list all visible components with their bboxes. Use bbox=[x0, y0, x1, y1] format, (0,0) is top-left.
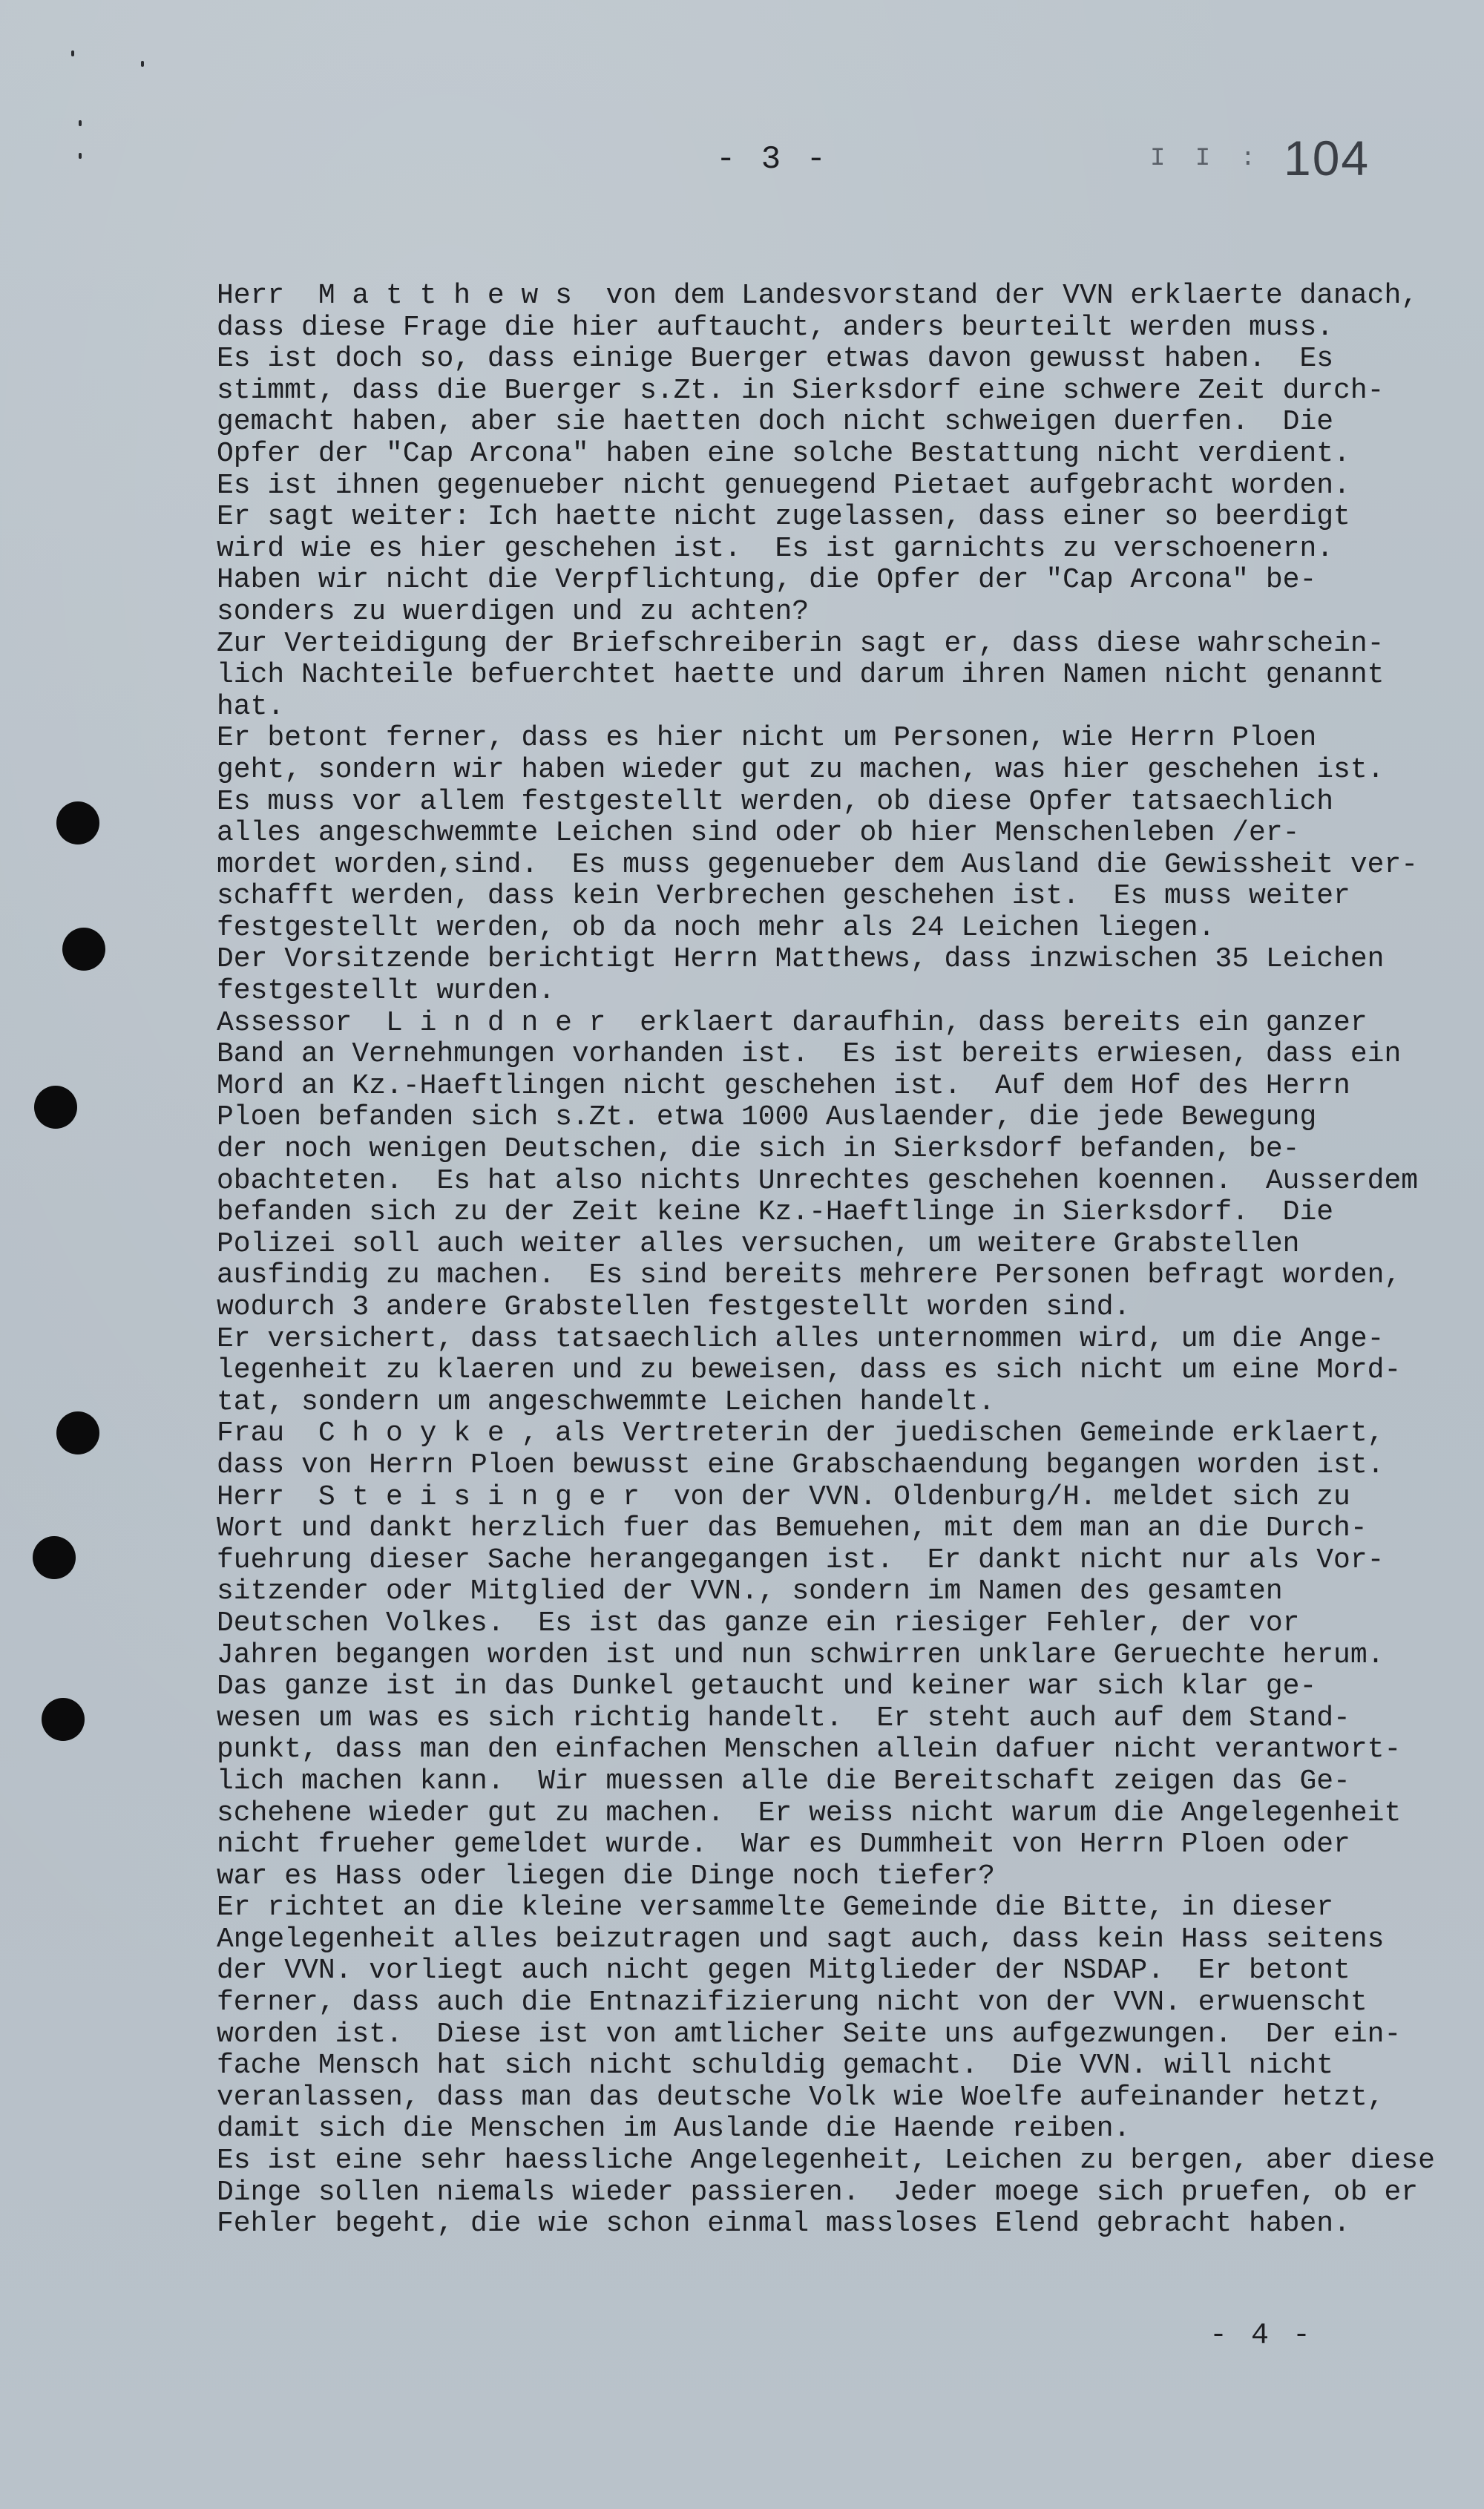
punch-hole bbox=[42, 1698, 85, 1741]
text-line: sonders zu wuerdigen und zu achten? bbox=[217, 595, 810, 628]
text-line: Assessor L i n d n e r erklaert daraufhin, dass bereits ein ganzer bbox=[217, 1006, 1368, 1039]
punch-hole bbox=[56, 1411, 99, 1454]
punch-hole bbox=[62, 928, 105, 971]
punch-hole bbox=[56, 801, 99, 844]
text-line: Frau C h o y k e , als Vertreterin der juedischen Gemeinde erklaert, bbox=[217, 1417, 1385, 1450]
text-line: Es ist doch so, dass einige Buerger etwas davon gewusst haben. Es bbox=[217, 343, 1334, 375]
text-line: veranlassen, dass man das deutsche Volk wie Woelfe aufeinander hetzt, bbox=[217, 2081, 1385, 2113]
next-page-marker: - 4 - bbox=[1209, 2319, 1314, 2352]
text-line: Der Vorsitzende berichtigt Herrn Matthews, dass inzwischen 35 Leichen bbox=[217, 943, 1385, 976]
text-line: Angelegenheit alles beizutragen und sagt auch, dass kein Hass seitens bbox=[217, 1923, 1385, 1955]
text-line: lich Nachteile befuerchtet haette und darum ihren Namen nicht genannt bbox=[217, 659, 1385, 692]
text-line: schafft werden, dass kein Verbrechen geschehen ist. Es muss weiter bbox=[217, 880, 1350, 913]
text-line: worden ist. Diese ist von amtlicher Seite uns aufgezwungen. Der ein- bbox=[217, 2018, 1402, 2050]
text-line: alles angeschwemmte Leichen sind oder ob hier Menschenleben /er- bbox=[217, 817, 1300, 850]
text-line: fuehrung dieser Sache herangegangen ist. Er dankt nicht nur als Vor- bbox=[217, 1544, 1385, 1576]
text-line: Opfer der "Cap Arcona" haben eine solche Bestattung nicht verdient. bbox=[217, 437, 1350, 470]
corner-mark bbox=[79, 120, 82, 126]
text-line: festgestellt wurden. bbox=[217, 975, 556, 1008]
archive-stamp-marks: I I : bbox=[1150, 145, 1264, 173]
text-line: Polizei soll auch weiter alles versuchen, um weitere Grabstellen bbox=[217, 1227, 1300, 1260]
text-line: sitzender oder Mitglied der VVN., sondern im Namen des gesamten bbox=[217, 1575, 1283, 1608]
text-line: stimmt, dass die Buerger s.Zt. in Sierksdorf eine schwere Zeit durch- bbox=[217, 374, 1385, 407]
text-line: wodurch 3 andere Grabstellen festgestellt worden sind. bbox=[217, 1291, 1131, 1323]
corner-mark bbox=[71, 50, 74, 56]
text-line: Er sagt weiter: Ich haette nicht zugelassen, dass einer so beerdigt bbox=[217, 501, 1350, 534]
text-line: Ploen befanden sich s.Zt. etwa 1000 Auslaender, die jede Bewegung bbox=[217, 1101, 1317, 1134]
archive-stamp-number: 104 bbox=[1284, 131, 1370, 186]
text-line: Er versichert, dass tatsaechlich alles unternommen wird, um die Ange- bbox=[217, 1322, 1385, 1355]
text-line: schehene wieder gut zu machen. Er weiss nicht warum die Angelegenheit bbox=[217, 1797, 1402, 1829]
text-line: tat, sondern um angeschwemmte Leichen handelt. bbox=[217, 1385, 995, 1418]
text-line: Fehler begeht, die wie schon einmal massloses Elend gebracht haben. bbox=[217, 2208, 1350, 2240]
text-line: Band an Vernehmungen vorhanden ist. Es ist bereits erwiesen, dass ein bbox=[217, 1038, 1402, 1071]
text-line: wesen um was es sich richtig handelt. Er steht auch auf dem Stand- bbox=[217, 1702, 1350, 1734]
text-line: nicht frueher gemeldet wurde. War es Dummheit von Herrn Ploen oder bbox=[217, 1829, 1350, 1861]
text-line: Es ist eine sehr haessliche Angelegenheit, Leichen zu bergen, aber diese bbox=[217, 2145, 1435, 2177]
text-line: Haben wir nicht die Verpflichtung, die Opfer der "Cap Arcona" be- bbox=[217, 564, 1317, 597]
text-line: legenheit zu klaeren und zu beweisen, dass es sich nicht um eine Mord- bbox=[217, 1354, 1402, 1387]
text-line: Herr M a t t h e w s von dem Landesvorstand der VVN erklaerte danach, bbox=[217, 280, 1419, 312]
text-line: Er betont ferner, dass es hier nicht um Personen, wie Herrn Ploen bbox=[217, 722, 1317, 755]
text-line: Es ist ihnen gegenueber nicht genuegend Pietaet aufgebracht worden. bbox=[217, 469, 1350, 502]
text-line: geht, sondern wir haben wieder gut zu machen, was hier geschehen ist. bbox=[217, 753, 1385, 786]
corner-mark bbox=[79, 153, 82, 159]
text-line: Wort und dankt herzlich fuer das Bemuehen, mit dem man an die Durch- bbox=[217, 1512, 1368, 1545]
text-line: Das ganze ist in das Dunkel getaucht und keiner war sich klar ge- bbox=[217, 1670, 1317, 1703]
text-line: fache Mensch hat sich nicht schuldig gemacht. Die VVN. will nicht bbox=[217, 2050, 1334, 2082]
text-line: Deutschen Volkes. Es ist das ganze ein riesiger Fehler, der vor bbox=[217, 1607, 1300, 1639]
text-line: ausfindig zu machen. Es sind bereits mehrere Personen befragt worden, bbox=[217, 1259, 1402, 1292]
text-line: damit sich die Menschen im Auslande die Haende reiben. bbox=[217, 2113, 1131, 2145]
text-line: Es muss vor allem festgestellt werden, ob diese Opfer tatsaechlich bbox=[217, 785, 1334, 818]
page-number: - 3 - bbox=[716, 141, 830, 178]
text-line: ferner, dass auch die Entnazifizierung nicht von der VVN. erwuenscht bbox=[217, 1987, 1368, 2019]
punch-hole bbox=[33, 1536, 76, 1579]
text-line: Jahren begangen worden ist und nun schwirren unklare Geruechte herum. bbox=[217, 1639, 1385, 1671]
text-line: Er richtet an die kleine versammelte Gemeinde die Bitte, in dieser bbox=[217, 1892, 1334, 1924]
text-line: dass diese Frage die hier auftaucht, anders beurteilt werden muss. bbox=[217, 311, 1334, 344]
text-line: hat. bbox=[217, 690, 285, 723]
text-line: dass von Herrn Ploen bewusst eine Grabschaendung begangen worden ist. bbox=[217, 1449, 1385, 1481]
text-line: Dinge sollen niemals wieder passieren. Jeder moege sich pruefen, ob er bbox=[217, 2176, 1419, 2208]
typed-text-body bbox=[217, 280, 1435, 2240]
text-line: war es Hass oder liegen die Dinge noch tiefer? bbox=[217, 1860, 995, 1892]
corner-mark bbox=[141, 61, 144, 67]
text-line: Herr S t e i s i n g e r von der VVN. Oldenburg/H. meldet sich zu bbox=[217, 1480, 1350, 1513]
text-line: Zur Verteidigung der Briefschreiberin sagt er, dass diese wahrschein- bbox=[217, 627, 1385, 660]
punch-hole bbox=[34, 1086, 77, 1129]
text-line: festgestellt werden, ob da noch mehr als 24 Leichen liegen. bbox=[217, 911, 1215, 944]
text-line: obachteten. Es hat also nichts Unrechtes geschehen koennen. Ausserdem bbox=[217, 1164, 1419, 1197]
text-line: befanden sich zu der Zeit keine Kz.-Haeftlinge in Sierksdorf. Die bbox=[217, 1196, 1334, 1229]
text-line: der noch wenigen Deutschen, die sich in Sierksdorf befanden, be- bbox=[217, 1133, 1300, 1166]
text-line: lich machen kann. Wir muessen alle die Bereitschaft zeigen das Ge- bbox=[217, 1765, 1350, 1797]
text-line: punkt, dass man den einfachen Menschen allein dafuer nicht verantwort- bbox=[217, 1734, 1402, 1766]
text-line: gemacht haben, aber sie haetten doch nicht schweigen duerfen. Die bbox=[217, 406, 1334, 439]
text-line: wird wie es hier geschehen ist. Es ist garnichts zu verschoenern. bbox=[217, 532, 1334, 565]
text-line: mordet worden,sind. Es muss gegenueber dem Ausland die Gewissheit ver- bbox=[217, 848, 1419, 881]
text-line: der VVN. vorliegt auch nicht gegen Mitglieder der NSDAP. Er betont bbox=[217, 1955, 1350, 1987]
text-line: Mord an Kz.-Haeftlingen nicht geschehen ist. Auf dem Hof des Herrn bbox=[217, 1069, 1350, 1102]
